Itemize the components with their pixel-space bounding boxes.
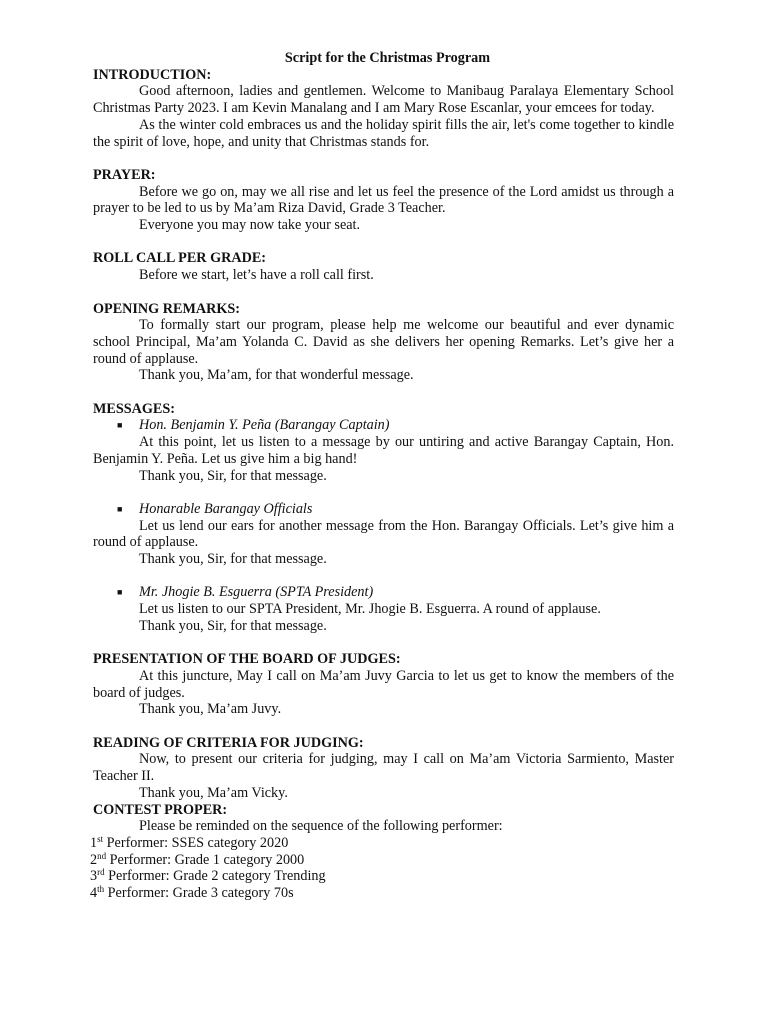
message-item-title: ■ Hon. Benjamin Y. Peña (Barangay Captain) <box>117 417 390 434</box>
prayer-paragraph-1: Before we go on, may we all rise and let us feel the presence of the Lord amidst us through a prayer to be led to us by Ma’am Riza David, Grade 3 Teacher. <box>93 183 674 217</box>
performer-line: 2nd Performer: Grade 1 category 2000 <box>90 850 305 868</box>
message-item-thanks: Thank you, Sir, for that message. <box>139 551 327 568</box>
criteria-paragraph-2: Thank you, Ma’am Vicky. <box>139 784 288 801</box>
intro-paragraph-1: Good afternoon, ladies and gentlemen. Welcome to Manibaug Paralaya Elementary School Christmas Party 2023. I am Kevin Manalang and I am Mary Rose Escanlar, your emcees for today. <box>93 83 674 117</box>
message-item-paragraph: Let us lend our ears for another message from the Hon. Barangay Officials. Let’s give him a round of applause. <box>93 517 674 551</box>
board-of-judges-paragraph-1: At this juncture, May I call on Ma’am Juvy Garcia to let us get to know the members of the board of judges. <box>93 667 674 701</box>
criteria-paragraph-1: Now, to present our criteria for judging, may I call on Ma’am Victoria Sarmiento, Master Teacher II. <box>93 751 674 785</box>
contest-proper-paragraph: Please be reminded on the sequence of the following performer: <box>139 818 503 835</box>
prayer-paragraph-2: Everyone you may now take your seat. <box>139 217 361 234</box>
performer-line: 3rd Performer: Grade 2 category Trending <box>90 867 326 885</box>
opening-remarks-heading: OPENING REMARKS: <box>93 300 241 317</box>
bullet-square-icon: ■ <box>117 420 123 431</box>
message-item-thanks: Thank you, Sir, for that message. <box>139 467 327 484</box>
message-item-title: ■ Mr. Jhogie B. Esguerra (SPTA President) <box>117 584 374 601</box>
roll-call-heading: ROLL CALL PER GRADE: <box>93 250 267 267</box>
message-item-title: ■ Honarable Barangay Officials <box>117 500 313 517</box>
performer-line: 1st Performer: SSES category 2020 <box>90 833 289 851</box>
messages-heading: MESSAGES: <box>93 400 175 417</box>
board-of-judges-paragraph-2: Thank you, Ma’am Juvy. <box>139 701 282 718</box>
intro-paragraph-2: As the winter cold embraces us and the holiday spirit fills the air, let's come together to kindle the spirit of love, hope, and unity that Christmas stands for. <box>93 116 674 150</box>
contest-proper-heading: CONTEST PROPER: <box>93 801 228 818</box>
prayer-heading: PRAYER: <box>93 166 156 183</box>
message-item-paragraph: At this point, let us listen to a message by our untiring and active Barangay Captain, Hon. Benjamin Y. Peña. Let us give him a big hand! <box>93 434 674 467</box>
performer-line: 4th Performer: Grade 3 category 70s <box>90 884 294 902</box>
intro-heading: INTRODUCTION: <box>93 66 212 83</box>
roll-call-paragraph: Before we start, let’s have a roll call first. <box>139 267 374 284</box>
message-item-thanks: Thank you, Sir, for that message. <box>139 617 327 634</box>
opening-remarks-paragraph-1: To formally start our program, please help me welcome our beautiful and ever dynamic school Principal, Ma’am Yolanda C. David as she delivers her opening Remarks. Let’s give her a round of applause. <box>93 317 674 367</box>
criteria-heading: READING OF CRITERIA FOR JUDGING: <box>93 734 364 751</box>
message-item-paragraph: Let us listen to our SPTA President, Mr. Jhogie B. Esguerra. A round of applause. <box>139 601 601 618</box>
bullet-square-icon: ■ <box>117 503 123 514</box>
bullet-square-icon: ■ <box>117 587 123 598</box>
opening-remarks-paragraph-2: Thank you, Ma’am, for that wonderful message. <box>139 367 414 384</box>
document-title: Script for the Christmas Program <box>284 50 491 66</box>
board-of-judges-heading: PRESENTATION OF THE BOARD OF JUDGES: <box>93 651 401 668</box>
